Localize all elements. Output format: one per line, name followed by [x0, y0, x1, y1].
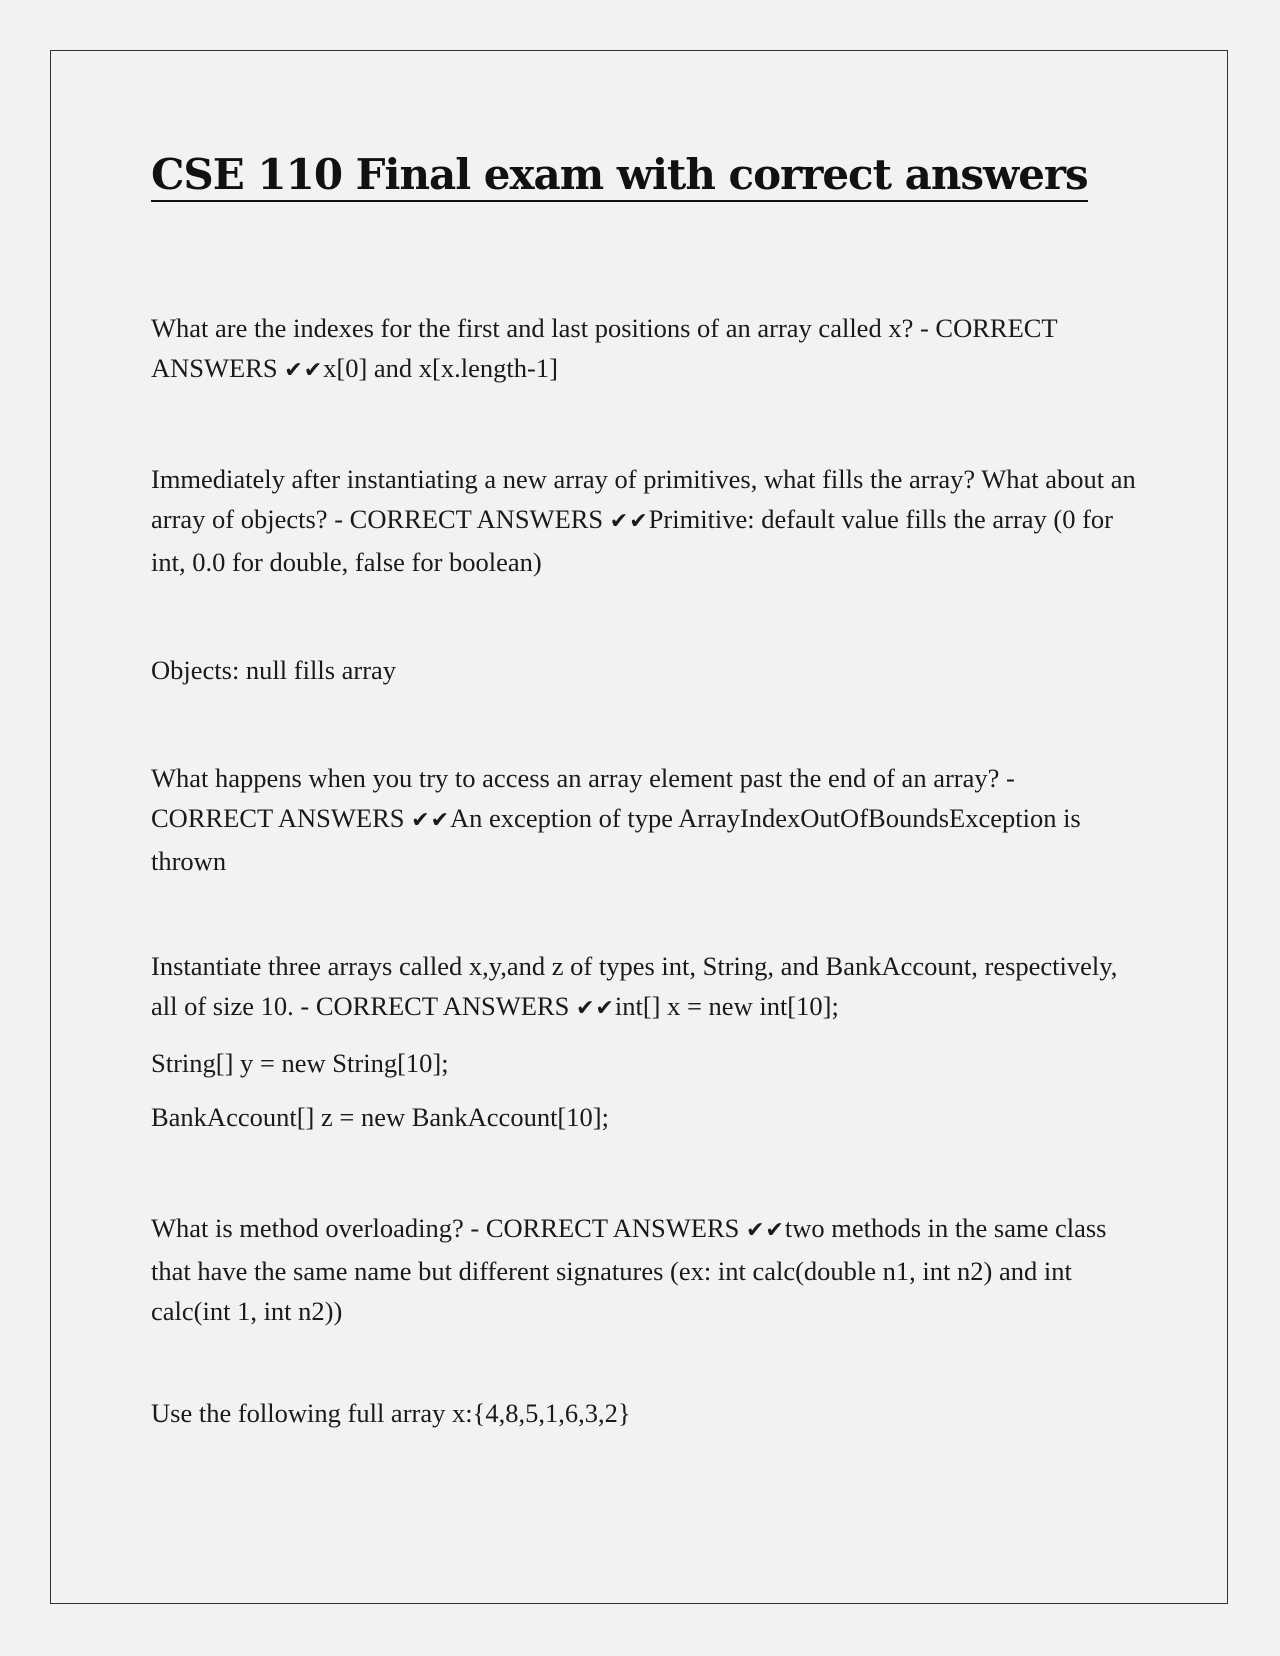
question-text: Instantiate three arrays called x,y,and z of types int, String, and BankAccount, respectively, all of size 10. - CORRECT ANSWERS	[151, 951, 1118, 1021]
qa-item-2	[151, 459, 1136, 582]
qa-item-1	[151, 308, 1136, 391]
document-title: CSE 110 Final exam with correct answers	[151, 150, 1088, 202]
question-text: Immediately after instantiating a new array of primitives, what fills the array? What about an array of objects? - CORRECT ANSWERS	[151, 464, 1136, 534]
text-line: Use the following full array x:{4,8,5,1,6,3,2}	[151, 1398, 631, 1428]
double-check-icon: ✔✔	[284, 358, 324, 383]
answer-text: An exception of type ArrayIndexOutOfBoundsException is thrown	[151, 803, 1081, 876]
answer-text: int[] x = new int[10];	[614, 991, 839, 1021]
double-check-icon: ✔✔	[575, 996, 615, 1021]
qa-item-3	[151, 758, 1136, 881]
qa-item-4	[151, 946, 1136, 1029]
double-check-icon: ✔✔	[609, 509, 649, 534]
question-text: What are the indexes for the first and last positions of an array called x? - CORRECT ANSWERS	[151, 313, 1058, 383]
question-text: What is method overloading? - CORRECT ANSWERS	[151, 1213, 746, 1243]
answer-text: two methods in the same class that have the same name but different signatures (ex: int calc(double n1, int n2) and int calc(int 1, int n2))	[151, 1213, 1107, 1326]
text-line: String[] y = new String[10];	[151, 1048, 449, 1078]
question-text: What happens when you try to access an array element past the end of an array? - CORRECT ANSWERS	[151, 763, 1015, 833]
text-line: BankAccount[] z = new BankAccount[10];	[151, 1102, 609, 1132]
text-line: Objects: null fills array	[151, 655, 397, 685]
double-check-icon: ✔✔	[745, 1218, 785, 1243]
qa-item-5	[151, 1208, 1136, 1331]
double-check-icon: ✔✔	[411, 808, 451, 833]
answer-text: Primitive: default value fills the array (0 for int, 0.0 for double, false for boolean)	[151, 504, 1114, 577]
answer-text: x[0] and x[x.length-1]	[323, 353, 558, 383]
